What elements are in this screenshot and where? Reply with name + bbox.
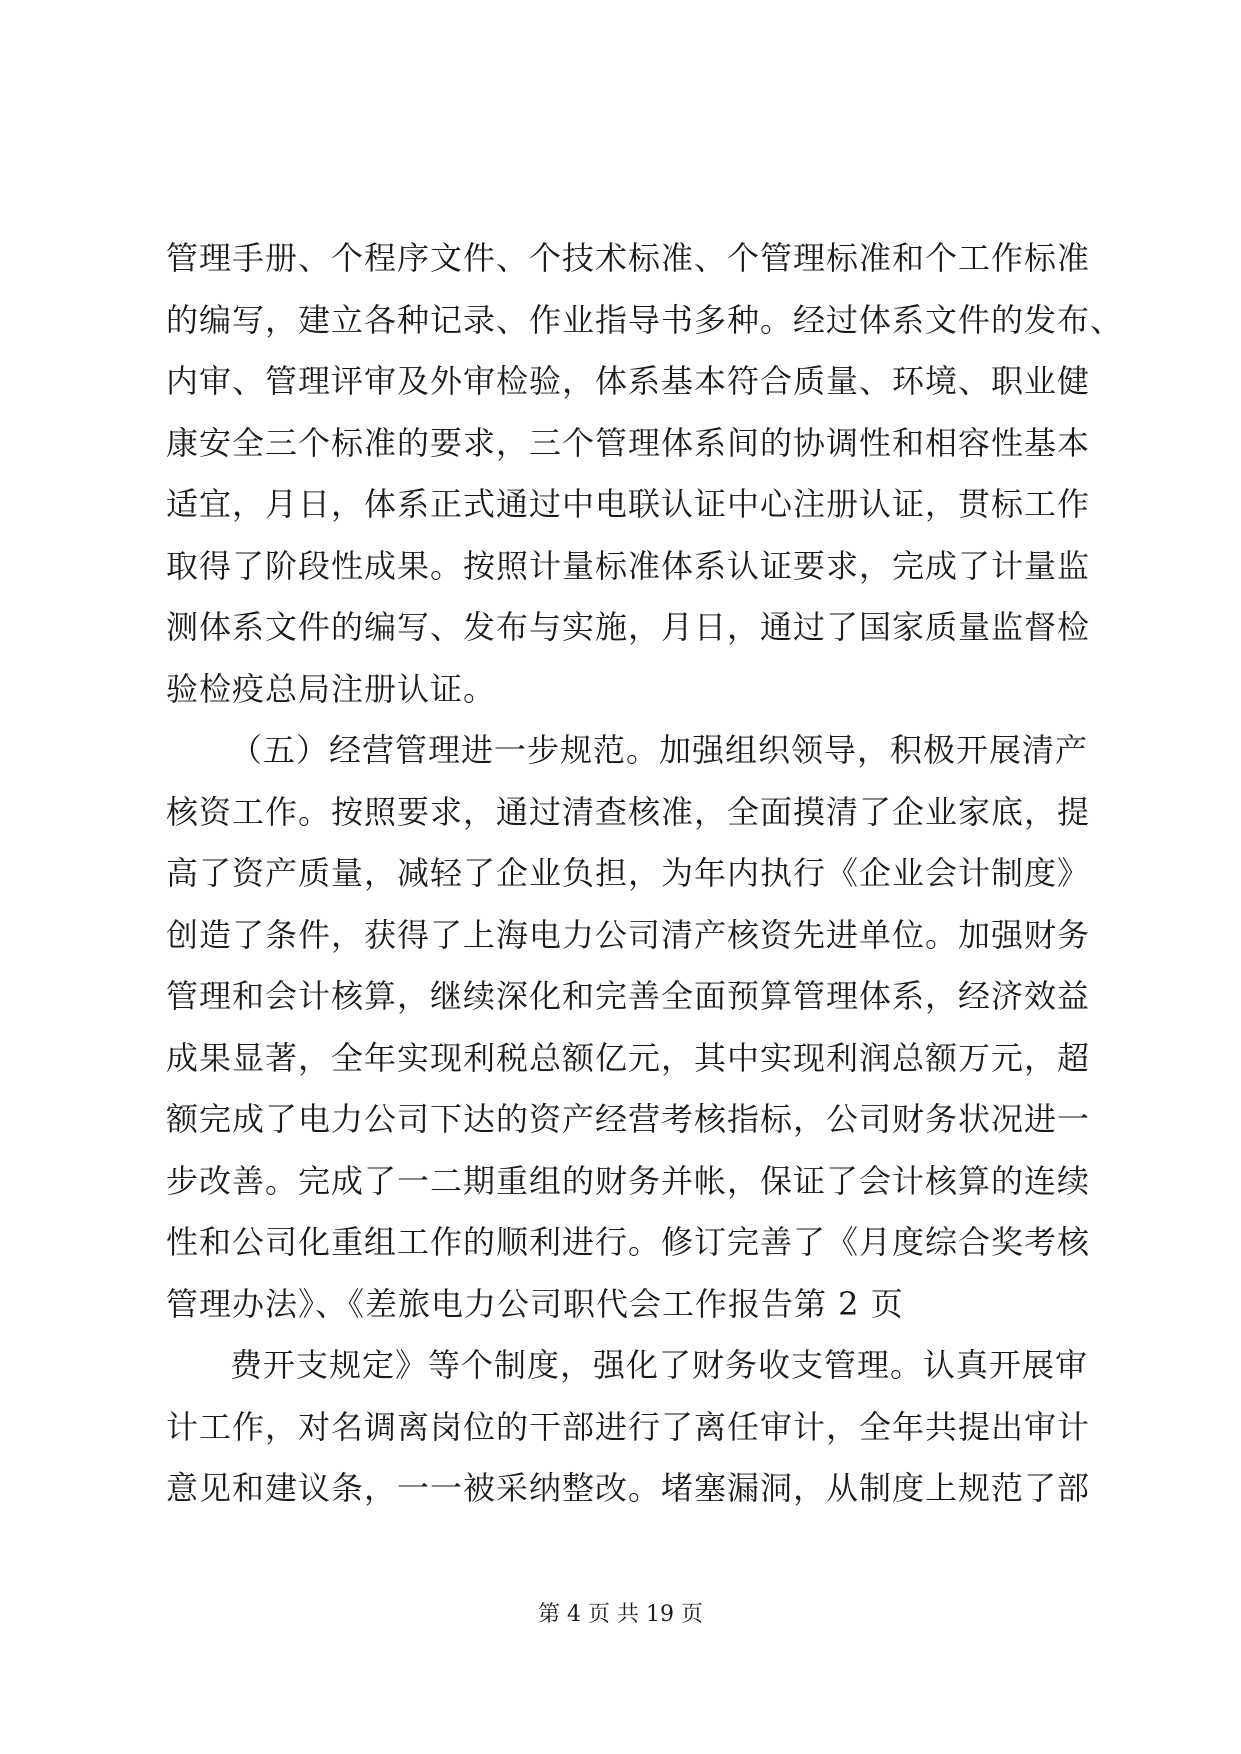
paragraph-start-line: （五）经营管理进一步规范。加强组织领导，积极开展清产 bbox=[230, 731, 1089, 769]
text-line: 意见和建议条，一一被采纳整改。堵塞漏洞，从制度上规范了部 bbox=[166, 1469, 1091, 1507]
paragraph-start-line: 费开支规定》等个制度，强化了财务收支管理。认真开展审 bbox=[230, 1346, 1089, 1384]
text-line: 创造了条件，获得了上海电力公司清产核资先进单位。加强财务 bbox=[166, 915, 1091, 954]
text-line: 性和公司化重组工作的顺利进行。修订完善了《月度综合奖考核 bbox=[166, 1223, 1091, 1261]
text-line: 管理办法》、《差旅电力公司职代会工作报告第 2 页 bbox=[166, 1284, 904, 1323]
text-line: 康安全三个标准的要求，三个管理体系间的协调性和相容性基本 bbox=[166, 423, 1091, 462]
text-line: 高了资产质量，减轻了企业负担，为年内执行《企业会计制度》 bbox=[166, 854, 1091, 892]
text-line: 取得了阶段性成果。按照计量标准体系认证要求，完成了计量监 bbox=[166, 546, 1091, 585]
document-body bbox=[166, 228, 1124, 1520]
text-line: 管理和会计核算，继续深化和完善全面预算管理体系，经济效益 bbox=[166, 977, 1091, 1015]
text-line: 的编写，建立各种记录、作业指导书多种。经过体系文件的发布、 bbox=[166, 300, 1124, 339]
text-line: 验检疫总局注册认证。 bbox=[166, 669, 497, 708]
text-line: 适宜，月日，体系正式通过中电联认证中心注册认证，贯标工作 bbox=[166, 485, 1091, 523]
text-line: 测体系文件的编写、发布与实施，月日，通过了国家质量监督检 bbox=[166, 608, 1091, 646]
text-line: 额完成了电力公司下达的资产经营考核指标，公司财务状况进一 bbox=[166, 1100, 1091, 1138]
text-line: 步改善。完成了一二期重组的财务并帐，保证了会计核算的连续 bbox=[166, 1161, 1091, 1200]
text-line: 成果显著，全年实现利税总额亿元，其中实现利润总额万元，超 bbox=[166, 1038, 1091, 1077]
text-line: 管理手册、个程序文件、个技术标准、个管理标准和个工作标准 bbox=[166, 239, 1091, 277]
text-line: 核资工作。按照要求，通过清查核准，全面摸清了企业家底，提 bbox=[166, 792, 1091, 831]
page-footer bbox=[0, 1600, 1241, 1630]
text-line: 计工作，对名调离岗位的干部进行了离任审计，全年共提出审计 bbox=[166, 1407, 1091, 1446]
page-number-label: 第 4 页 共 19 页 bbox=[538, 1602, 703, 1627]
text-line: 内审、管理评审及外审检验，体系基本符合质量、环境、职业健 bbox=[166, 362, 1091, 400]
